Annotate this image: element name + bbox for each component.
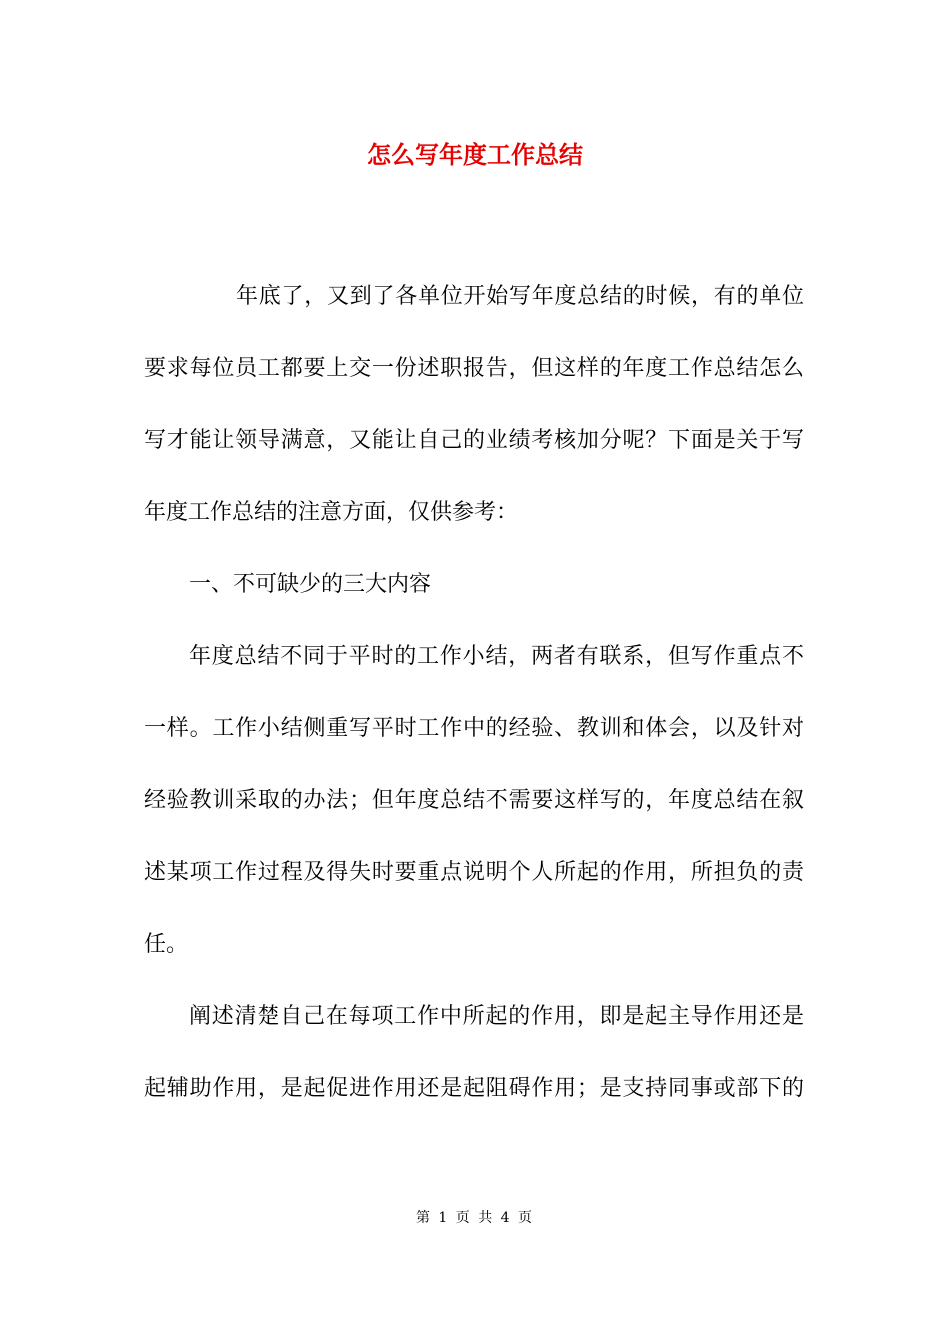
paragraph-line: 一样。工作小结侧重写平时工作中的经验、教训和体会，以及针对 bbox=[144, 716, 804, 741]
paragraph-line: 经验教训采取的办法；但年度总结不需要这样写的，年度总结在叙 bbox=[144, 788, 804, 813]
paragraph-line: 写才能让领导满意，又能让自己的业绩考核加分呢？下面是关于写 bbox=[144, 428, 804, 453]
paragraph-line: 年度工作总结的注意方面，仅供参考： bbox=[144, 500, 519, 525]
section-heading: 一、不可缺少的三大内容 bbox=[189, 572, 432, 597]
paragraph-line: 述某项工作过程及得失时要重点说明个人所起的作用，所担负的责 bbox=[144, 860, 804, 885]
document-title: 怎么写年度工作总结 bbox=[367, 140, 583, 169]
paragraph-line: 任。 bbox=[144, 932, 189, 957]
paragraph-line: 年度总结不同于平时的工作小结，两者有联系，但写作重点不 bbox=[189, 644, 804, 669]
paragraph-line: 年底了，又到了各单位开始写年度总结的时候，有的单位 bbox=[236, 284, 804, 309]
paragraph-line: 起辅助作用，是起促进作用还是起阻碍作用；是支持同事或部下的 bbox=[144, 1076, 804, 1101]
paragraph-line: 阐述清楚自己在每项工作中所起的作用，即是起主导作用还是 bbox=[189, 1004, 804, 1029]
paragraph-line: 要求每位员工都要上交一份述职报告，但这样的年度工作总结怎么 bbox=[144, 356, 804, 381]
page-number-footer: 第 1 页 共 4 页 bbox=[415, 1210, 535, 1226]
